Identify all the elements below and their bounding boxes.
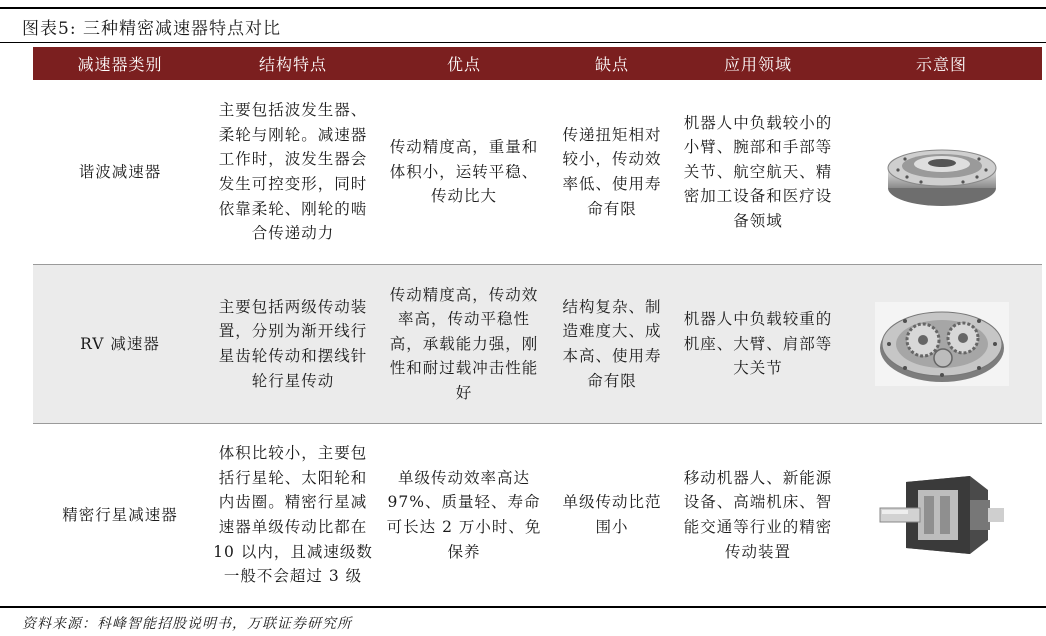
header-diagram: 示意图 bbox=[841, 47, 1042, 80]
cell-diagram bbox=[841, 424, 1042, 607]
cell-name: RV 减速器 bbox=[33, 265, 207, 424]
cell-cons: 结构复杂、制造难度大、成本高、使用寿命有限 bbox=[549, 265, 675, 424]
cell-structure: 体积比较小，主要包括行星轮、太阳轮和内齿圈。精密行星减速器单级传动比都在 10 以内，且减速级数一般不会超过 3 级 bbox=[213, 444, 373, 586]
cell-application: 机器人中负载较重的机座、大臂、肩部等大关节 bbox=[675, 265, 841, 424]
planetary-reducer-photo bbox=[878, 470, 1006, 560]
table-row bbox=[33, 80, 1042, 265]
source-note: 资料来源：科峰智能招股说明书，万联证券研究所 bbox=[22, 616, 352, 632]
header-category: 减速器类别 bbox=[33, 47, 207, 80]
cell-application: 机器人中负载较小的小臂、腕部和手部等关节、航空航天、精密加工设备和医疗设备领域 bbox=[675, 80, 841, 265]
header-application: 应用领域 bbox=[675, 47, 841, 80]
cell-pros: 传动精度高，重量和体积小，运转平稳、传动比大 bbox=[379, 80, 549, 265]
table-row bbox=[33, 265, 1042, 424]
top-rule bbox=[0, 7, 1046, 9]
harmonic-reducer-photo bbox=[883, 130, 1001, 214]
cell-structure: 主要包括两级传动装置，分别为渐开线行星齿轮传动和摆线针轮行星传动 bbox=[207, 265, 379, 424]
cell-pros: 传动精度高，传动效率高，传动平稳性高，承载能力强，刚性和耐过载冲击性能好 bbox=[379, 265, 549, 424]
bottom-rule bbox=[0, 606, 1046, 608]
header-cons: 缺点 bbox=[549, 47, 675, 80]
rv-reducer-photo bbox=[875, 302, 1009, 386]
header-pros: 优点 bbox=[379, 47, 549, 80]
cell-application: 移动机器人、新能源设备、高端机床、智能交通等行业的精密传动装置 bbox=[683, 468, 833, 561]
cell-diagram bbox=[841, 265, 1042, 424]
table-row bbox=[33, 424, 1042, 607]
header-structure: 结构特点 bbox=[207, 47, 379, 80]
cell-cons: 单级传动比范围小 bbox=[562, 493, 662, 536]
cell-pros: 单级传动效率高达 97%、质量轻、寿命可长达 2 万小时、免保养 bbox=[386, 468, 542, 561]
cell-cons: 传递扭矩相对较小，传动效率低、使用寿命有限 bbox=[549, 80, 675, 265]
cell-diagram bbox=[841, 80, 1042, 265]
comparison-table bbox=[33, 47, 1042, 606]
table-header-row bbox=[33, 47, 1042, 80]
cell-name: 精密行星减速器 bbox=[62, 505, 178, 524]
figure-title: 图表5: 三种精密减速器特点对比 bbox=[22, 19, 281, 39]
cell-name: 谐波减速器 bbox=[33, 80, 207, 265]
cell-structure: 主要包括波发生器、柔轮与刚轮。减速器工作时，波发生器会发生可控变形，同时依靠柔轮、刚轮的啮合传递动力 bbox=[207, 80, 379, 265]
title-rule bbox=[0, 42, 1046, 43]
